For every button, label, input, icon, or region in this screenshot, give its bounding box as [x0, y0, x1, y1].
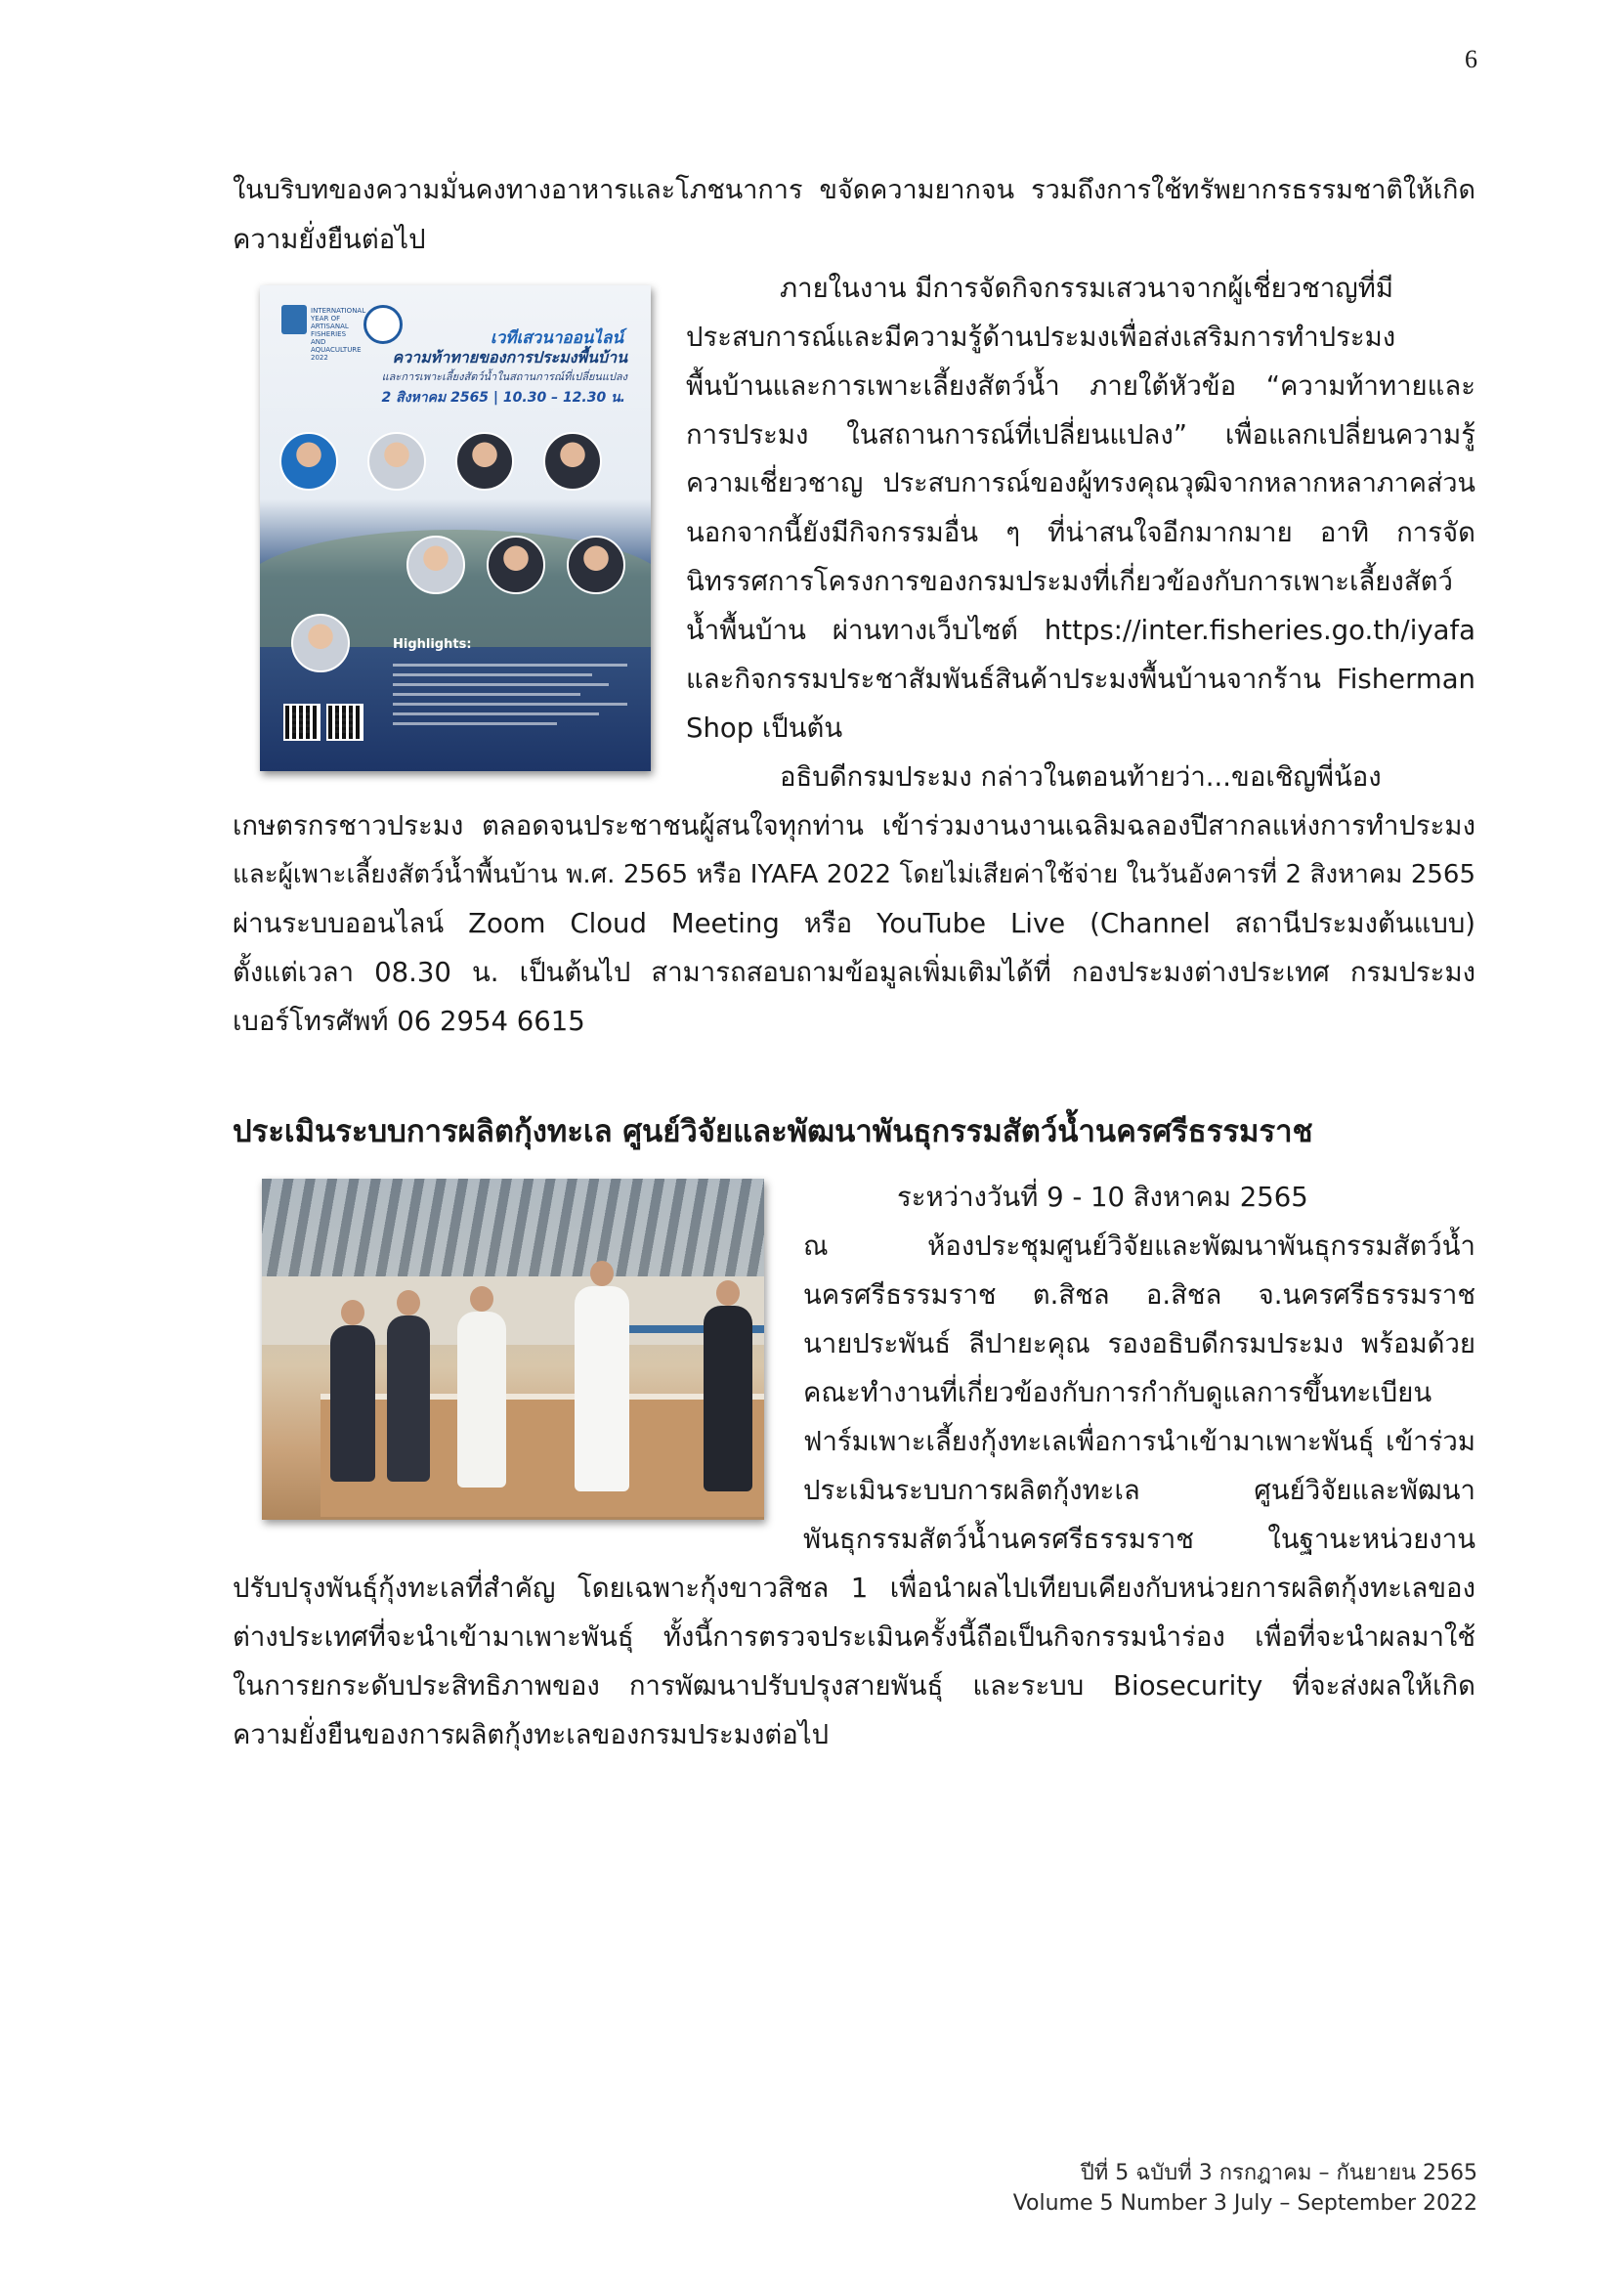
- text-line: คณะทำงานที่เกี่ยวข้องกับการกำกับดูแลการขึ้นทะเบียน: [803, 1377, 1432, 1408]
- text-line: ภายในงาน มีการจัดกิจกรรมเสวนาจากผู้เชี่ยวชาญที่มี: [780, 273, 1393, 304]
- text-line: นิทรรศการโครงการของกรมประมงที่เกี่ยวข้องกับการเพาะเลี้ยงสัตว์: [686, 566, 1453, 597]
- text-line: ผ่านระบบออนไลน์ Zoom Cloud Meeting หรือ YouTube Live (Channel สถานีประมงต้นแบบ): [233, 908, 1475, 939]
- speaker-photo: [557, 536, 635, 605]
- text-line: ต่างประเทศที่จะนำเข้ามาเพาะพันธุ์ ทั้งนี้การตรวจประเมินครั้งนี้ถือเป็นกิจกรรมนำร่อง เพื่อที่จะนำผลมาใช้: [233, 1621, 1475, 1653]
- text-line: ฟาร์มเพาะเลี้ยงกุ้งทะเลเพื่อการนำเข้ามาเพาะพันธุ์ เข้าร่วม: [803, 1426, 1475, 1457]
- event-paragraph: [686, 264, 1475, 753]
- text-line: นครศรีธรรมราช ต.สิชล อ.สิชล จ.นครศรีธรรมราช: [803, 1279, 1475, 1311]
- text-line: ความเชี่ยวชาญ ประสบการณ์ของผู้ทรงคุณวุฒิจากหลากหลาภาคส่วน: [686, 468, 1475, 498]
- section-heading: ประเมินระบบการผลิตกุ้งทะเล ศูนย์วิจัยและพัฒนาพันธุกรรมสัตว์น้ำนครศรีธรรมราช: [233, 1114, 1313, 1149]
- assessment-paragraph-side: [803, 1173, 1475, 1564]
- text-line: และผู้เพาะเลี้ยงสัตว์น้ำพื้นบ้าน พ.ศ. 2565 หรือ IYAFA 2022 โดยไม่เสียค่าใช้จ่าย ในวันอังคารที่ 2 สิงหาคม 2565: [233, 860, 1475, 889]
- text-line: ประเมินระบบการผลิตกุ้งทะเล ศูนย์วิจัยและพัฒนา: [803, 1475, 1475, 1506]
- footer-issue-english: Volume 5 Number 3 July – September 2022: [1012, 2191, 1477, 2216]
- footer-issue-thai: ปีที่ 5 ฉบับที่ 3 กรกฎาคม – กันยายน 2565: [1080, 2161, 1477, 2185]
- speaker-photo: [446, 432, 524, 501]
- text-line: ในการยกระดับประสิทธิภาพของ การพัฒนาปรับปรุงสายพันธุ์ และระบบ Biosecurity ที่จะส่งผลให้เกิด: [233, 1670, 1475, 1702]
- invitation-paragraph: [233, 753, 1475, 1046]
- assessment-paragraph-full: [233, 1564, 1475, 1759]
- department-seal-icon: [363, 305, 403, 344]
- moderator-photo: [281, 614, 360, 683]
- text-line: และกิจกรรมประชาสัมพันธ์สินค้าประมงพื้นบ้านจากร้าน Fisherman: [686, 664, 1475, 695]
- poster-date: 2 สิงหาคม 2565 | 10.30 – 12.30 น.: [381, 390, 625, 406]
- qr-code-icon: [326, 704, 363, 741]
- poster-highlights-list: [393, 657, 627, 725]
- text-line: น้ำพื้นบ้าน ผ่านทางเว็บไซต์ https://inter.fisheries.go.th/iyafa: [686, 615, 1475, 646]
- text-line: ประสบการณ์และมีความรู้ด้านประมงเพื่อส่งเสริมการทำประมง: [686, 322, 1396, 353]
- poster-logo-text: INTERNATIONAL YEAR OF ARTISANAL FISHERIES AND AQUACULTURE 2022: [311, 307, 366, 362]
- text-line: ระหว่างวันที่ 9 - 10 สิงหาคม 2565: [897, 1182, 1308, 1213]
- intro-paragraph: [233, 166, 1475, 264]
- speaker-photo: [358, 432, 436, 501]
- speaker-photo: [477, 536, 555, 605]
- poster-title-line3: และการเพาะเลี้ยงสัตว์น้ำในสถานการณ์ที่เปลี่ยนแปลง: [381, 370, 627, 383]
- iyafa-logo-icon: [281, 305, 307, 334]
- text-line: ณ ห้องประชุมศูนย์วิจัยและพัฒนาพันธุกรรมสัตว์น้ำ: [803, 1230, 1475, 1262]
- text-line: ความยั่งยืนต่อไป: [233, 224, 426, 255]
- page-number: 6: [1465, 45, 1477, 73]
- text-line: การประมง ในสถานการณ์ที่เปลี่ยนแปลง” เพื่อแลกเปลี่ยนความรู้: [686, 419, 1475, 451]
- speaker-photo: [534, 432, 612, 501]
- poster-title-line2: ความท้าทายของการประมงพื้นบ้าน: [392, 348, 627, 367]
- speaker-photo: [397, 536, 475, 605]
- speaker-photo: [270, 432, 348, 501]
- text-line: ในบริบทของความมั่นคงทางอาหารและโภชนาการ ขจัดความยากจน รวมถึงการใช้ทรัพยากรธรรมชาติให้เกิด: [233, 175, 1475, 205]
- text-line: พันธุกรรมสัตว์น้ำนครศรีธรรมราช ในฐานะหน่วยงาน: [803, 1524, 1475, 1555]
- text-line: ปรับปรุงพันธุ์กุ้งทะเลที่สำคัญ โดยเฉพาะกุ้งขาวสิชล 1 เพื่อนำผลไปเทียบเคียงกับหน่วยการผลิตกุ้งทะเลของ: [233, 1573, 1475, 1604]
- text-line: นอกจากนี้ยังมีกิจกรรมอื่น ๆ ที่น่าสนใจอีกมากมาย อาทิ การจัด: [686, 517, 1475, 548]
- shrimp-farm-visit-photo: [262, 1179, 764, 1520]
- text-line: นายประพันธ์ ลีปายะคุณ รองอธิบดีกรมประมง พร้อมด้วย: [803, 1328, 1475, 1359]
- text-line: เกษตรกรชาวประมง ตลอดจนประชาชนผู้สนใจทุกท่าน เข้าร่วมงานงานเฉลิมฉลองปีสากลแห่งการทำประมง: [233, 810, 1475, 841]
- text-line: เบอร์โทรศัพท์ 06 2954 6615: [233, 1006, 585, 1037]
- text-line: Shop เป็นต้น: [686, 712, 843, 744]
- text-line: ความยั่งยืนของการผลิตกุ้งทะเลของกรมประมงต่อไป: [233, 1719, 830, 1750]
- event-poster-image: [260, 285, 651, 771]
- text-line: พื้นบ้านและการเพาะเลี้ยงสัตว์น้ำ ภายใต้หัวข้อ “ความท้าทายและ: [686, 370, 1475, 402]
- qr-code-icon: [283, 704, 321, 741]
- poster-highlights-label: Highlights:: [393, 637, 472, 652]
- text-line: อธิบดีกรมประมง กล่าวในตอนท้ายว่า...ขอเชิญพี่น้อง: [780, 761, 1382, 793]
- poster-title-line1: เวทีเสวนาออนไลน์: [490, 328, 623, 348]
- text-line: ตั้งแต่เวลา 08.30 น. เป็นต้นไป สามารถสอบถามข้อมูลเพิ่มเติมได้ที่ กองประมงต่างประเทศ กรมประมง: [233, 957, 1475, 988]
